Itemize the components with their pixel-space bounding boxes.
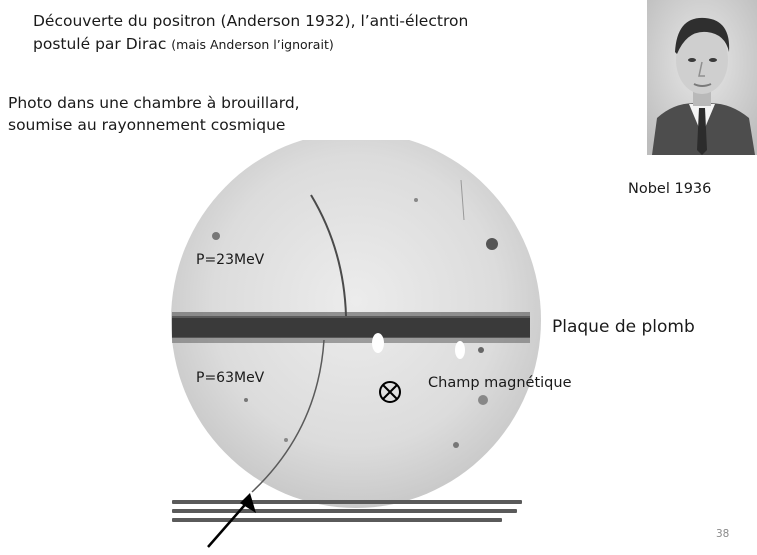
lead-plate-label: Plaque de plomb — [552, 317, 695, 337]
slide-title — [33, 10, 468, 56]
subtitle-line-2: soumise au rayonnement cosmique — [8, 116, 286, 134]
portrait-photo — [647, 0, 757, 155]
title-line-2 — [33, 33, 468, 56]
title-line-1: Découverte du positron (Anderson 1932), l’anti-électron — [33, 12, 469, 30]
magnetic-field-label: Champ magnétique — [428, 375, 572, 391]
cloud-chamber-photo — [166, 140, 546, 540]
momentum-label-top: P=23MeV — [196, 252, 265, 268]
momentum-label-bottom: P=63MeV — [196, 370, 265, 386]
slide-subtitle — [8, 92, 300, 136]
title-note: (mais Anderson l’ignorait) — [171, 37, 334, 52]
arrow-up-right-icon — [200, 485, 270, 555]
title-line-2-main: postulé par Dirac — [33, 35, 167, 53]
subtitle-line-1: Photo dans une chambre à brouillard, — [8, 94, 300, 112]
nobel-label: Nobel 1936 — [628, 181, 712, 197]
slide-number: 38 — [716, 528, 730, 540]
circle-cross-icon — [378, 380, 402, 404]
